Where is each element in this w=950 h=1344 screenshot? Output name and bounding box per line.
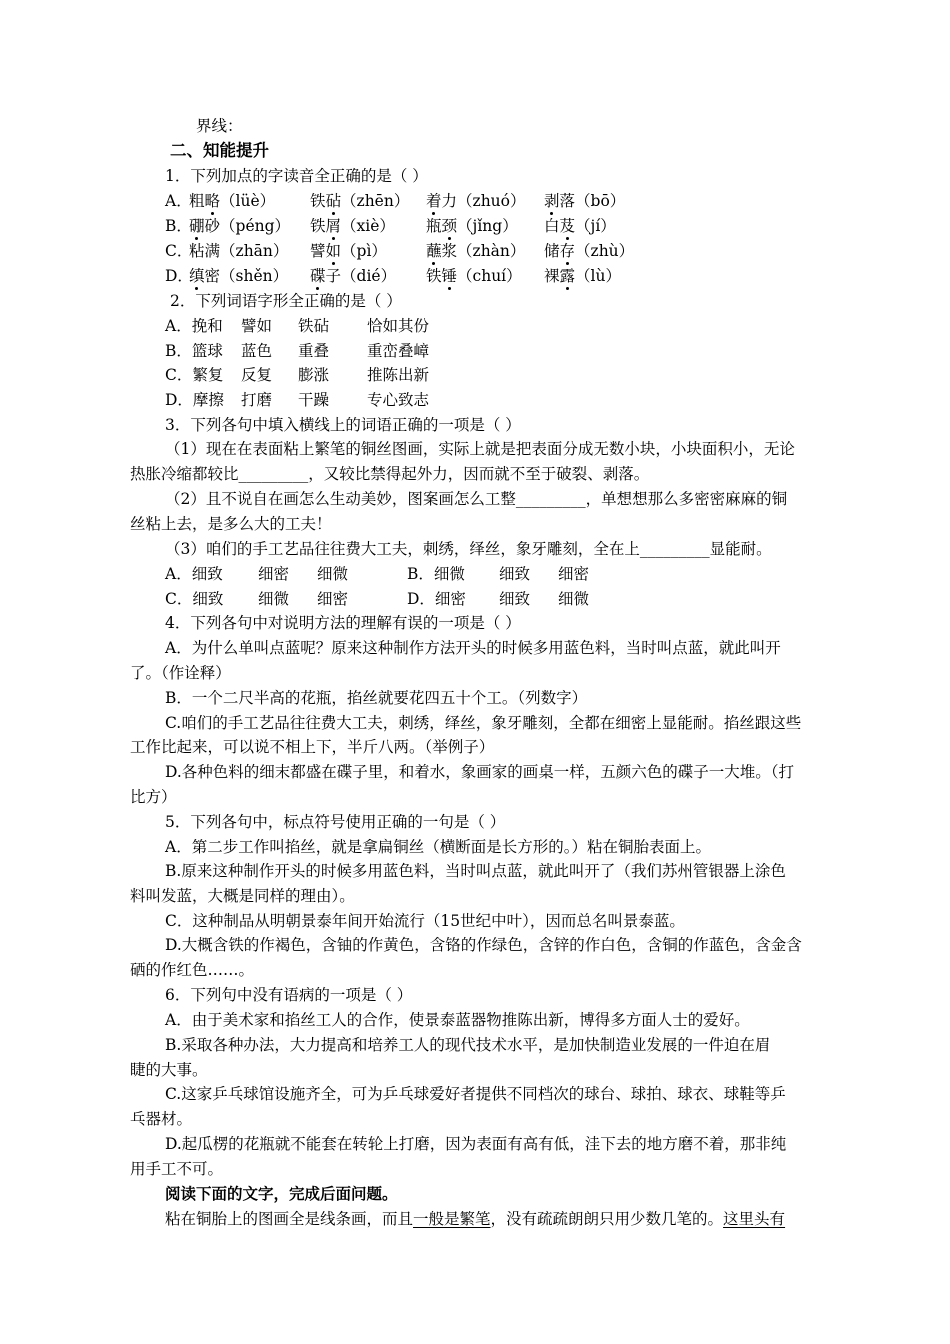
q6-option-b-line1: B.采取各种办法，大力提高和培养工人的现代技术水平，是加快制造业发展的一件迫在眉 <box>165 1036 771 1054</box>
reading-underline-1: 一般是繁笔 <box>413 1210 491 1228</box>
q6-option-b-line2: 睫的大事。 <box>130 1061 208 1079</box>
dotted-char: 屑 <box>325 217 342 235</box>
q1-stem: 1．下列加点的字读音全正确的是（ ） <box>165 167 428 185</box>
q1-option-word <box>310 267 396 285</box>
q3-option-word: A．细致 <box>165 565 223 583</box>
q2-option-word: 专心致志 <box>367 391 430 409</box>
q1-option-word <box>189 267 288 285</box>
pinyin: （jǐng） <box>457 217 518 235</box>
q2-option-word: 反复 <box>241 366 273 384</box>
q4-option-b: B．一个二尺半高的花瓶，掐丝就要花四五十个工。（列数字） <box>165 689 588 707</box>
q3-sentence-2b: 丝粘上去，是多么大的工夫！ <box>130 515 332 533</box>
q2-stem: 2．下列词语字形全正确的是（ ） <box>170 292 402 310</box>
word-char: 砂 <box>204 217 221 235</box>
pinyin: （xiè） <box>341 217 395 235</box>
q5-option-b-line1: B.原来这种制作开头的时候多用蓝色料，当时叫点蓝，就此叫开了（我们苏州管银器上涂色 <box>165 862 786 880</box>
reading-title: 阅读下面的文字，完成后面问题。 <box>165 1185 398 1203</box>
q2-option-word: 蓝色 <box>241 342 273 360</box>
word-char: 譬 <box>310 242 326 260</box>
pinyin: （zhàn） <box>457 242 526 260</box>
section-title: 二、知能提升 <box>170 141 269 160</box>
q6-option-c-line1: C.这家乒乓球馆设施齐全，可为乒乓球爱好者提供不同档次的球台、球拍、球衣、球鞋等乒 <box>165 1085 786 1103</box>
q1-option-label: D． <box>165 267 193 285</box>
word-char: 铁 <box>310 217 326 235</box>
q4-stem: 4．下列各句中对说明方法的理解有误的一项是（ ） <box>165 614 521 632</box>
q1-option-word <box>189 217 290 235</box>
q4-option-c-line2: 工作比起来，可以说不相上下，半斤八两。（举例子） <box>130 738 495 756</box>
q5-option-d-line2: 硒的作红色……。 <box>130 961 255 979</box>
q1-option-word <box>189 242 288 260</box>
q1-option-word <box>426 242 525 260</box>
dotted-char: 略 <box>204 192 221 210</box>
word-char: 浆 <box>441 242 458 260</box>
q2-option-word: 重峦叠嶂 <box>367 342 430 360</box>
q1-option-word <box>544 217 616 235</box>
q1-option-word <box>426 267 522 285</box>
word-char: 满 <box>204 242 221 260</box>
q2-option-word: 铁砧 <box>298 317 330 335</box>
dotted-char: 蘸 <box>426 242 442 260</box>
q2-option-word: A．挽和 <box>165 317 223 335</box>
dotted-char: 着 <box>426 192 442 210</box>
q1-option-word <box>310 192 409 210</box>
word-char: 落 <box>559 192 576 210</box>
q2-option-word: C．繁复 <box>165 366 224 384</box>
dotted-char: 碟 <box>310 267 326 285</box>
q1-option-word <box>310 217 395 235</box>
q5-option-d-line1: D.大概含铁的作褐色，含铀的作黄色，含铬的作绿色，含锌的作白色，含铜的作蓝色，含金含 <box>165 936 802 954</box>
pinyin: （dié） <box>341 267 397 285</box>
q3-option-word: D．细密 <box>407 590 466 608</box>
q1-option-word <box>426 217 518 235</box>
q3-sentence-1a: （1）现在在表面粘上繁笔的铜丝图画，实际上就是把表面分成无数小块，小块面积小，无论 <box>165 440 795 458</box>
q3-option-word: 细密 <box>317 590 349 608</box>
word-char: 子 <box>325 267 342 285</box>
q2-option-word: 膨涨 <box>298 366 330 384</box>
pinyin: （zhù） <box>575 242 635 260</box>
q4-option-c-line1: C.咱们的手工艺品往往费大工夫，刺绣，绎丝，象牙雕刻，全都在细密上显能耐。掐丝跟这些 <box>165 714 802 732</box>
dotted-char: 锤 <box>441 267 458 285</box>
q1-option-word <box>310 242 387 260</box>
header-line: 界线： <box>196 117 243 135</box>
dotted-char: 存 <box>559 242 576 260</box>
q6-option-d-line1: D.起瓜楞的花瓶就不能套在转轮上打磨，因为表面有高有低，洼下去的地方磨不着，那非纯 <box>165 1135 787 1153</box>
pinyin: （zhuó） <box>457 192 526 210</box>
q1-option-label: B． <box>165 217 192 235</box>
q3-option-word: 细密 <box>558 565 590 583</box>
dotted-char: 缜 <box>189 267 205 285</box>
dotted-char: 硼 <box>189 217 205 235</box>
word-char: 储 <box>544 242 560 260</box>
q2-option-word: 推陈出新 <box>367 366 430 384</box>
q1-option-word <box>426 192 526 210</box>
pinyin: （jí） <box>575 217 616 235</box>
q2-option-word: 打磨 <box>241 391 273 409</box>
word-char: 裸 <box>544 267 560 285</box>
q4-option-a-line1: A．为什么单叫点蓝呢？原来这种制作方法开头的时候多用蓝色料，当时叫点蓝，就此叫开 <box>165 639 781 657</box>
reading-text-1: 粘在铜胎上的图画全是线条画，而且 <box>165 1210 414 1228</box>
q1-option-label: A． <box>165 192 192 210</box>
q4-option-a-line2: 了。（作诠释） <box>130 664 231 682</box>
q2-option-word: 恰如其份 <box>367 317 430 335</box>
q1-option-word <box>189 192 275 210</box>
q4-option-d-line2: 比方） <box>130 788 177 806</box>
q3-option-word: 细微 <box>317 565 349 583</box>
pinyin: （lüè） <box>220 192 276 210</box>
word-char: 铁 <box>426 267 442 285</box>
pinyin: （zhān） <box>220 242 289 260</box>
q3-option-word: C．细致 <box>165 590 224 608</box>
dotted-char: 露 <box>559 267 576 285</box>
pinyin: （zhēn） <box>341 192 410 210</box>
q2-option-word: 干躁 <box>298 391 330 409</box>
q6-option-c-line2: 乓器材。 <box>130 1110 193 1128</box>
reading-underline-2: 这里头有 <box>723 1210 786 1228</box>
word-char: 力 <box>441 192 458 210</box>
q3-option-word: B．细微 <box>407 565 465 583</box>
word-char: 粘 <box>189 242 205 260</box>
pinyin: （pì） <box>341 242 387 260</box>
pinyin: （chuí） <box>457 267 522 285</box>
q6-option-d-line2: 用手工不可。 <box>130 1160 224 1178</box>
q3-stem: 3．下列各句中填入横线上的词语正确的一项是（ ） <box>165 416 521 434</box>
q2-option-word: D．摩擦 <box>165 391 224 409</box>
q5-option-b-line2: 料叫发蓝，大概是同样的理由）。 <box>130 887 355 905</box>
word-char: 瓶 <box>426 217 442 235</box>
dotted-char: 剥 <box>544 192 560 210</box>
q3-option-word: 细致 <box>499 590 531 608</box>
pinyin: （bō） <box>575 192 626 210</box>
q3-sentence-3: （3）咱们的手工艺品往往费大工夫，刺绣，绎丝，象牙雕刻，全在上_________显能耐。 <box>165 540 772 558</box>
q5-stem: 5．下列各句中，标点符号使用正确的一句是（ ） <box>165 813 506 831</box>
q5-option-a: A．第二步工作叫掐丝，就是拿扁铜丝（横断面是长方形的。）粘在铜胎表面上。 <box>165 838 711 856</box>
word-char: 铁 <box>310 192 326 210</box>
q4-option-d-line1: D.各种色料的细末都盛在碟子里，和着水，象画家的画桌一样，五颜六色的碟子一大堆。（打 <box>165 763 795 781</box>
q1-option-word <box>544 242 634 260</box>
q3-sentence-2a: （2）且不说自在画怎么生动美妙，图案画怎么工整_________，单想想那么多密密麻麻的铜 <box>165 490 788 508</box>
q2-option-word: B．篮球 <box>165 342 223 360</box>
q2-option-word: 譬如 <box>241 317 273 335</box>
q6-stem: 6．下列句中没有语病的一项是（ ） <box>165 986 413 1004</box>
dotted-char: 如 <box>325 242 342 260</box>
dotted-char: 颈 <box>441 217 458 235</box>
q5-option-c: C．这种制品从明朝景泰年间开始流行（15世纪中叶），因而总名叫景泰蓝。 <box>165 912 685 930</box>
q3-option-word: 细致 <box>499 565 531 583</box>
pinyin: （péng） <box>220 217 291 235</box>
reading-paragraph <box>165 1210 785 1228</box>
word-char: 密 <box>204 267 221 285</box>
word-char: 粗 <box>189 192 205 210</box>
q3-sentence-1b: 热胀冷缩都较比_________，又较比禁得起外力，因而就不至于破裂、剥落。 <box>130 465 650 483</box>
dotted-char: 砧 <box>325 192 342 210</box>
word-char: 白 <box>544 217 560 235</box>
q3-option-word: 细微 <box>558 590 590 608</box>
q1-option-word <box>544 192 625 210</box>
reading-text-2: ，没有疏疏朗朗只用少数几笔的。 <box>490 1210 724 1228</box>
q2-option-word: 重叠 <box>298 342 330 360</box>
q6-option-a: A．由于美术家和掐丝工人的合作，使景泰蓝器物推陈出新，博得多方面人士的爱好。 <box>165 1011 750 1029</box>
dotted-char: 芨 <box>559 217 576 235</box>
pinyin: （shěn） <box>220 267 289 285</box>
q1-option-label: C． <box>165 242 193 260</box>
q3-option-word: 细密 <box>258 565 290 583</box>
pinyin: （lù） <box>575 267 621 285</box>
q1-option-word <box>544 267 621 285</box>
q3-option-word: 细微 <box>258 590 290 608</box>
